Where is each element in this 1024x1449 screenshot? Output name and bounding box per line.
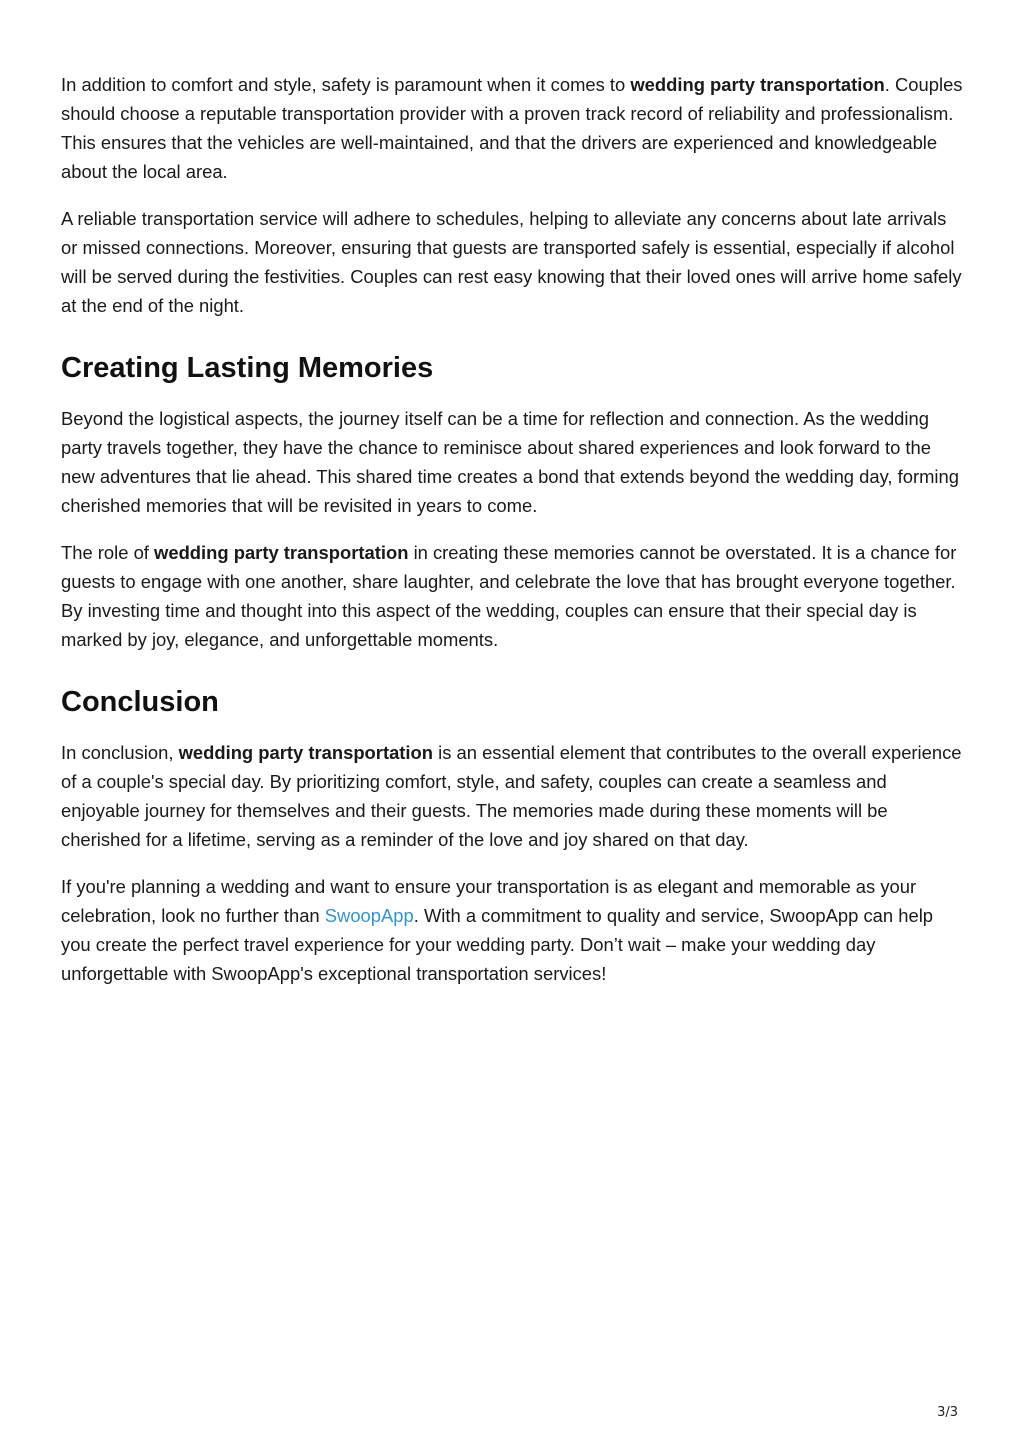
heading-creating-lasting-memories: Creating Lasting Memories [61,352,434,384]
paragraph-cta-text-a: If you're planning a wedding and want to ensure your transportation is as elegant and memorable as your celebration, look no further than [61,876,917,926]
keyword-wedding-party-transportation: wedding party transportation [154,542,409,563]
page-number: 3/3 [937,1405,958,1420]
swoopapp-link[interactable]: SwoopApp [324,905,414,926]
paragraph-safety-text-c: . Couples should choose a reputable transportation provider with a proven track record of reliability and professionalism. This ensures that the vehicles are well-maintained, and that the drivers are experienced and knowledgeable about the local area. [61,74,963,182]
paragraph-conclusion-text-c: is an essential element that contributes to the overall experience of a couple's special day. By prioritizing comfort, style, and safety, couples can create a seamless and enjoyable journey for themselves and their guests. The memories made during these moments will be cherished for a lifetime, serving as a reminder of the love and joy shared on that day. [61,742,962,850]
paragraph-conclusion [61,738,966,854]
paragraph-reliable-service: A reliable transportation service will adhere to schedules, helping to alleviate any concerns about late arrivals or missed connections. Moreover, ensuring that guests are transported safely is essential, especially if alcohol will be served during the festivities. Couples can rest easy knowing that their loved ones will arrive home safely at the end of the night. [61,208,962,316]
paragraph-safety-text-a: In addition to comfort and style, safety is paramount when it comes to [61,74,631,95]
paragraph-conclusion-text-a: In conclusion, [61,742,179,763]
paragraph-call-to-action [61,872,966,988]
paragraph-role-text-c: in creating these memories cannot be overstated. It is a chance for guests to engage with one another, share laughter, and celebrate the love that has brought everyone together. By investing time and thought into this aspect of the wedding, couples can ensure that their special day is marked by joy, elegance, and unforgettable moments. [61,542,957,650]
paragraph-cta-text-c: . With a commitment to quality and service, SwoopApp can help you create the perfect travel experience for your wedding party. Don’t wait – make your wedding day unforgettable with SwoopApp's exceptional transportation services! [61,905,934,984]
heading-conclusion: Conclusion [61,686,219,718]
keyword-wedding-party-transportation: wedding party transportation [178,742,433,763]
document-page [61,70,966,1006]
paragraph-role-text-a: The role of [61,542,155,563]
paragraph-journey-reflection: Beyond the logistical aspects, the journey itself can be a time for reflection and connection. As the wedding party travels together, they have the chance to reminisce about shared experiences and look forward to the new adventures that lie ahead. This shared time creates a bond that extends beyond the wedding day, forming cherished memories that will be revisited in years to come. [61,408,959,516]
paragraph-safety [61,70,966,186]
keyword-wedding-party-transportation: wedding party transportation [630,74,885,95]
paragraph-role-of-transportation [61,538,966,654]
